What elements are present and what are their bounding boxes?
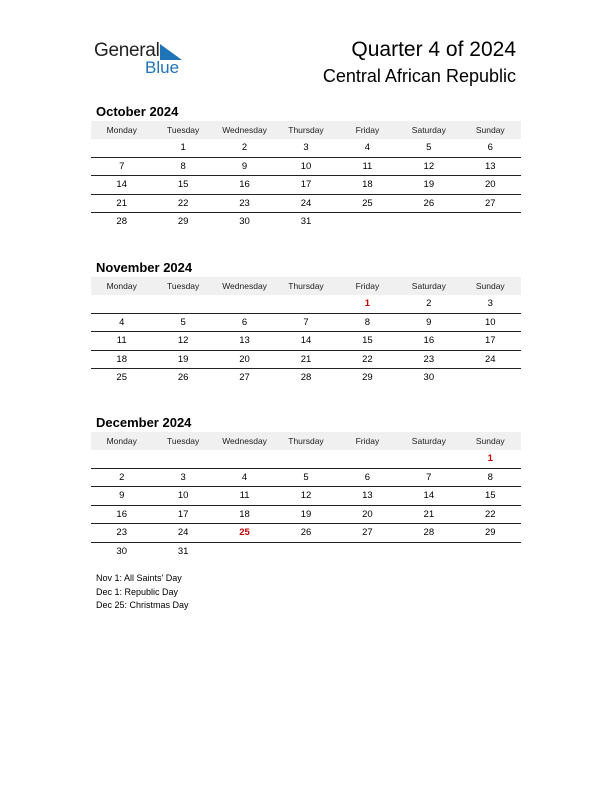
day-cell: 10 xyxy=(460,313,521,332)
week-row xyxy=(91,176,521,195)
day-cell: 10 xyxy=(152,487,213,506)
day-cell: 22 xyxy=(337,350,398,369)
weekday-header: Monday xyxy=(91,432,152,450)
day-cell: 2 xyxy=(398,295,459,313)
week-row xyxy=(91,194,521,213)
day-cell: 8 xyxy=(337,313,398,332)
week-row xyxy=(91,505,521,524)
day-cell: 17 xyxy=(460,332,521,351)
empty-day-cell xyxy=(214,450,275,468)
week-row xyxy=(91,295,521,313)
month-november xyxy=(91,259,521,387)
day-cell: 12 xyxy=(152,332,213,351)
day-cell: 23 xyxy=(91,524,152,543)
week-row xyxy=(91,468,521,487)
weekday-header: Wednesday xyxy=(214,277,275,295)
day-cell: 8 xyxy=(460,468,521,487)
day-cell: 14 xyxy=(398,487,459,506)
day-cell: 29 xyxy=(460,524,521,543)
day-cell: 5 xyxy=(398,139,459,157)
weekday-header: Sunday xyxy=(460,121,521,139)
empty-day-cell xyxy=(91,450,152,468)
empty-day-cell xyxy=(398,542,459,560)
generalblue-logo xyxy=(94,40,194,80)
day-cell: 19 xyxy=(152,350,213,369)
weekday-header: Saturday xyxy=(398,277,459,295)
day-cell: 2 xyxy=(214,139,275,157)
empty-day-cell xyxy=(460,213,521,231)
day-cell: 6 xyxy=(214,313,275,332)
week-row xyxy=(91,350,521,369)
day-cell: 16 xyxy=(91,505,152,524)
day-cell: 13 xyxy=(460,157,521,176)
week-row xyxy=(91,542,521,560)
holiday-day-cell: 25 xyxy=(214,524,275,543)
day-cell: 24 xyxy=(152,524,213,543)
day-cell: 27 xyxy=(460,194,521,213)
weekday-header: Tuesday xyxy=(152,121,213,139)
day-cell: 24 xyxy=(275,194,336,213)
empty-day-cell xyxy=(398,450,459,468)
empty-day-cell xyxy=(214,542,275,560)
week-row xyxy=(91,487,521,506)
day-cell: 12 xyxy=(398,157,459,176)
day-cell: 30 xyxy=(423,372,435,384)
weekday-header: Monday xyxy=(91,121,152,139)
day-cell: 27 xyxy=(337,524,398,543)
weekday-header: Friday xyxy=(337,121,398,139)
weekday-header: Wednesday xyxy=(214,432,275,450)
calendar-grid xyxy=(91,121,521,231)
day-cell: 15 xyxy=(460,487,521,506)
page-title: Quarter 4 of 2024 xyxy=(351,38,516,61)
day-cell: 23 xyxy=(398,350,459,369)
weekday-header: Thursday xyxy=(275,277,336,295)
day-cell: 22 xyxy=(460,505,521,524)
empty-day-cell xyxy=(398,213,459,231)
month-title: October 2024 xyxy=(96,104,179,119)
day-cell: 25 xyxy=(116,372,127,384)
weekday-header: Sunday xyxy=(460,432,521,450)
weekday-header: Thursday xyxy=(275,121,336,139)
day-cell: 6 xyxy=(337,468,398,487)
day-cell: 3 xyxy=(275,139,336,157)
holiday-notes xyxy=(96,572,189,613)
holiday-note: Dec 25: Christmas Day xyxy=(96,600,189,610)
week-row xyxy=(91,157,521,176)
month-title: November 2024 xyxy=(96,260,193,275)
empty-day-cell xyxy=(275,542,336,560)
day-cell: 26 xyxy=(275,524,336,543)
day-cell: 1 xyxy=(152,139,213,157)
empty-day-cell xyxy=(337,213,398,231)
week-row xyxy=(91,139,521,157)
day-cell: 7 xyxy=(91,157,152,176)
empty-day-cell xyxy=(460,542,521,560)
day-cell: 30 xyxy=(116,545,127,557)
day-cell: 21 xyxy=(91,194,152,213)
week-row xyxy=(91,313,521,332)
week-row xyxy=(91,450,521,468)
day-cell: 9 xyxy=(398,313,459,332)
empty-day-cell xyxy=(337,542,398,560)
day-cell: 13 xyxy=(214,332,275,351)
day-cell: 24 xyxy=(460,350,521,369)
day-cell: 6 xyxy=(460,139,521,157)
day-cell: 12 xyxy=(275,487,336,506)
day-cell: 11 xyxy=(337,157,398,176)
empty-day-cell xyxy=(152,450,213,468)
day-cell: 18 xyxy=(214,505,275,524)
week-row xyxy=(91,332,521,351)
day-cell: 20 xyxy=(460,176,521,195)
day-cell: 3 xyxy=(152,468,213,487)
day-cell: 17 xyxy=(275,176,336,195)
empty-day-cell xyxy=(460,369,521,387)
day-cell: 28 xyxy=(300,372,312,384)
day-cell: 26 xyxy=(177,372,189,384)
weekday-header: Thursday xyxy=(275,432,336,450)
weekday-header: Saturday xyxy=(398,432,459,450)
holiday-day-cell: 1 xyxy=(460,450,521,468)
week-row xyxy=(91,213,521,231)
day-cell: 28 xyxy=(116,216,127,228)
weekday-header: Monday xyxy=(91,277,152,295)
day-cell: 7 xyxy=(275,313,336,332)
day-cell: 31 xyxy=(177,545,189,557)
day-cell: 17 xyxy=(152,505,213,524)
month-october xyxy=(91,103,521,231)
day-cell: 27 xyxy=(239,372,250,384)
day-cell: 29 xyxy=(362,372,373,384)
weekday-header: Wednesday xyxy=(214,121,275,139)
day-cell: 16 xyxy=(214,176,275,195)
logo-word-blue: Blue xyxy=(145,58,180,77)
weekday-header: Saturday xyxy=(398,121,459,139)
logo-word-general: General xyxy=(94,40,160,61)
empty-day-cell xyxy=(337,450,398,468)
weekday-header: Friday xyxy=(337,432,398,450)
day-cell: 29 xyxy=(177,216,189,228)
empty-day-cell xyxy=(275,295,336,313)
day-cell: 11 xyxy=(91,332,152,351)
country-subtitle: Central African Republic xyxy=(322,66,516,86)
empty-day-cell xyxy=(275,450,336,468)
day-cell: 30 xyxy=(239,216,250,228)
calendar-grid xyxy=(91,432,521,560)
day-cell: 7 xyxy=(398,468,459,487)
day-cell: 9 xyxy=(91,487,152,506)
weekday-header: Sunday xyxy=(460,277,521,295)
holiday-note: Dec 1: Republic Day xyxy=(96,586,179,597)
weekday-header: Friday xyxy=(337,277,398,295)
day-cell: 11 xyxy=(214,487,275,506)
day-cell: 15 xyxy=(152,176,213,195)
day-cell: 18 xyxy=(337,176,398,195)
month-title: December 2024 xyxy=(96,415,192,430)
day-cell: 21 xyxy=(275,350,336,369)
empty-day-cell xyxy=(152,295,213,313)
day-cell: 14 xyxy=(91,176,152,195)
day-cell: 19 xyxy=(275,505,336,524)
day-cell: 22 xyxy=(152,194,213,213)
day-cell: 4 xyxy=(214,468,275,487)
day-cell: 15 xyxy=(337,332,398,351)
day-cell: 21 xyxy=(398,505,459,524)
day-cell: 28 xyxy=(398,524,459,543)
day-cell: 16 xyxy=(398,332,459,351)
holiday-day-cell: 1 xyxy=(337,295,398,313)
day-cell: 18 xyxy=(91,350,152,369)
day-cell: 3 xyxy=(460,295,521,313)
week-row xyxy=(91,524,521,543)
day-cell: 4 xyxy=(337,139,398,157)
empty-day-cell xyxy=(214,295,275,313)
day-cell: 19 xyxy=(398,176,459,195)
week-row xyxy=(91,369,521,387)
day-cell: 2 xyxy=(91,468,152,487)
day-cell: 10 xyxy=(275,157,336,176)
day-cell: 9 xyxy=(214,157,275,176)
day-cell: 20 xyxy=(214,350,275,369)
day-cell: 26 xyxy=(398,194,459,213)
day-cell: 4 xyxy=(91,313,152,332)
day-cell: 14 xyxy=(275,332,336,351)
empty-day-cell xyxy=(91,139,152,157)
day-cell: 23 xyxy=(214,194,275,213)
empty-day-cell xyxy=(91,295,152,313)
day-cell: 31 xyxy=(300,216,312,228)
day-cell: 5 xyxy=(152,313,213,332)
weekday-header: Tuesday xyxy=(152,432,213,450)
weekday-header: Tuesday xyxy=(152,277,213,295)
holiday-note: Nov 1: All Saints' Day xyxy=(96,573,182,583)
month-december xyxy=(91,414,521,560)
day-cell: 25 xyxy=(337,194,398,213)
day-cell: 8 xyxy=(152,157,213,176)
day-cell: 13 xyxy=(337,487,398,506)
day-cell: 5 xyxy=(275,468,336,487)
day-cell: 20 xyxy=(337,505,398,524)
calendar-grid xyxy=(91,277,521,387)
